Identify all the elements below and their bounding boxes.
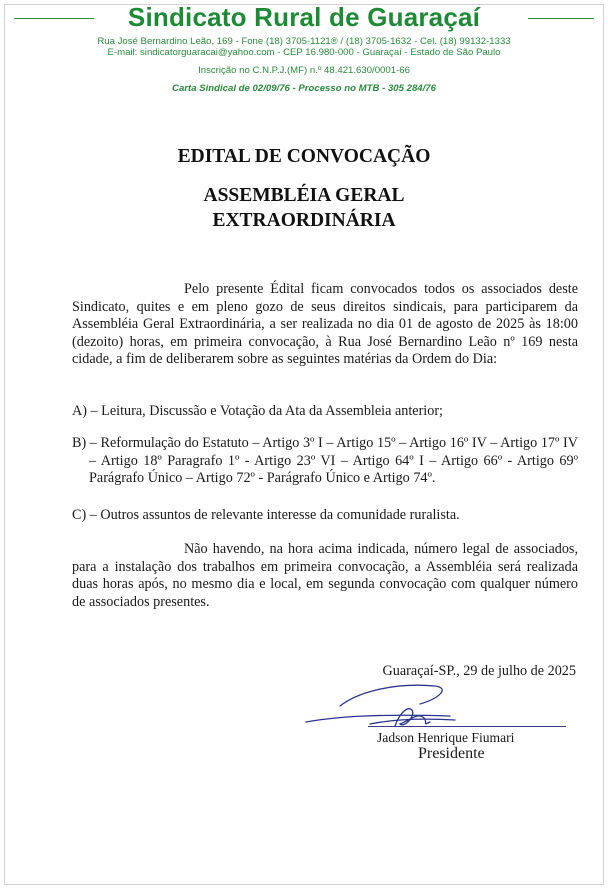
document-title: EDITAL DE CONVOCAÇÃO [177, 146, 431, 167]
intro-paragraph: Pelo presente Édital ficam convocados todos os associados deste Sindicato, quites e em pleno gozo de seus direitos sindicais, para participarem da Assembléia Geral Extraordinária, a ser realizada no dia 01 de agosto de 2025 às 18:00 (dezoito) horas, em primeira convocação, à Rua José Bernardino Leão nº 169 nesta cidade, a fim de deliberarem sobre as seguintes matérias da Ordem do Dia: [72, 281, 578, 368]
closing-paragraph: Não havendo, na hora acima indicada, número legal de associados, para a instalação dos trabalhos em primeira convocação, a Assembléia será realizada duas horas após, no mesmo dia e local, em segunda convocação com qualquer número de associados presentes. [72, 541, 578, 610]
letterhead-email: E-mail: sindicatorguaracai@yahoo.com - CEP 16.980-000 - Guaraçaí - Estado de São Paulo [107, 47, 501, 58]
signer-name: Jadson Henrique Fiumari [377, 730, 515, 745]
letterhead-carta: Carta Sindical de 02/09/76 - Processo no MTB - 305 284/76 [172, 83, 436, 94]
document-subtitle-line2: EXTRAORDINÁRIA [212, 210, 396, 231]
document-subtitle-line1: ASSEMBLÉIA GERAL [203, 185, 405, 206]
signature-line [368, 726, 566, 727]
agenda-item-b: B) – Reformulação do Estatuto – Artigo 3º I – Artigo 15º – Artigo 16º IV – Artigo 17º IV – Artigo 18º Paragrafo 1º - Artigo 23º VI – Artigo 64º I – Artigo 66º - Artigo 69º Parágrafo Único – Artigo 72º - Parágrafo Único e Artigo 74º. [72, 435, 578, 487]
letterhead-title-row [0, 2, 608, 32]
document-subtitle [0, 183, 608, 233]
letterhead-address: Rua José Bernardino Leão, 169 - Fone (18) 3705-1121® / (18) 3705-1632 - Cel. (18) 99132-1333 [97, 36, 511, 47]
agenda-item-c: C) – Outros assuntos de relevante interesse da comunidade ruralista. [72, 507, 460, 523]
letterhead-title: Sindicato Rural de Guaraçaí [127, 2, 481, 32]
date-line: Guaraçaí-SP., 29 de julho de 2025 [382, 663, 576, 679]
letterhead-cnpj: Inscrição no C.N.P.J.(MF) n.º 48.421.630/0001-66 [198, 65, 410, 76]
signer-role: Presidente [418, 745, 485, 762]
letterhead-rule-right [528, 18, 594, 19]
agenda-item-a: A) – Leitura, Discussão e Votação da Ata da Assembleia anterior; [72, 403, 443, 419]
